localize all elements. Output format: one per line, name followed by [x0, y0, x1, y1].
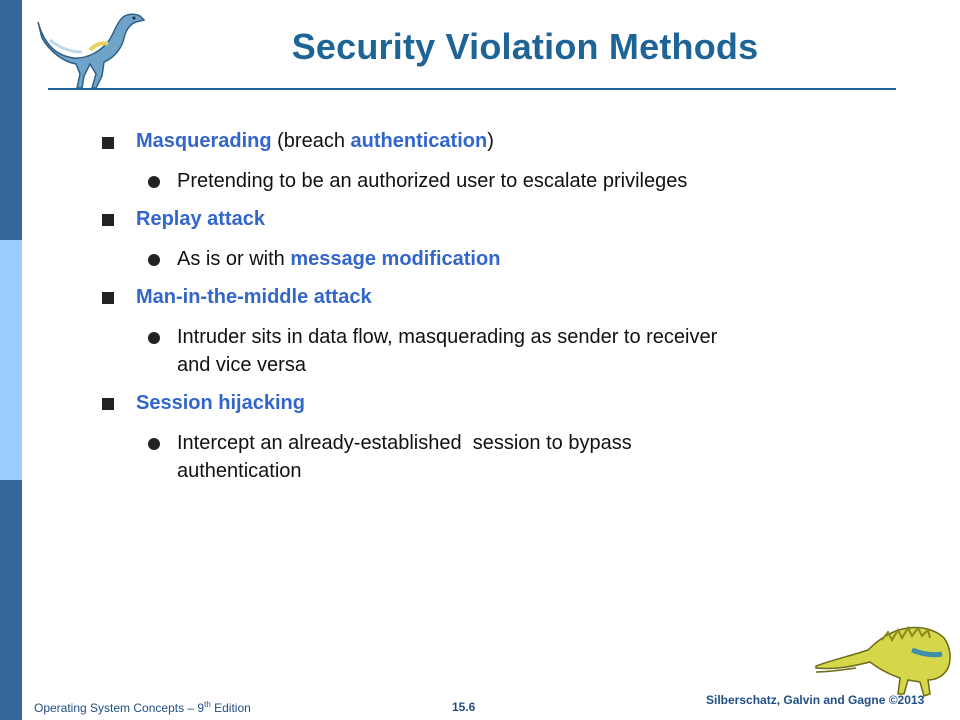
page-number: 15.6	[452, 700, 476, 714]
round-bullet-icon	[148, 254, 160, 266]
slide-title: Security Violation Methods	[291, 26, 759, 67]
term-authentication: authentication	[350, 130, 488, 152]
dinosaur-logo-bottom	[812, 610, 960, 702]
sub-bullet-mitm-line2: and vice versa	[177, 354, 306, 376]
text-as-is: As is or with	[177, 248, 291, 270]
round-bullet-icon	[148, 332, 160, 344]
footer-book: Operating System Concepts – 9	[34, 701, 205, 715]
sub-bullet-masquerading: Pretending to be an authorized user to escalate privileges	[177, 170, 688, 192]
sub-bullet-replay	[177, 246, 500, 273]
text-close-paren: )	[487, 130, 494, 152]
square-bullet-icon	[102, 137, 114, 149]
sub-bullet-mitm-line1: Intruder sits in data flow, masquerading as sender to receiver	[177, 326, 718, 348]
sub-bullet-hijacking-line1: Intercept an already-established session to bypass	[177, 432, 632, 454]
square-bullet-icon	[102, 214, 114, 226]
bullet-session-hijacking: Session hijacking	[136, 392, 305, 414]
footer-book-title	[34, 700, 251, 715]
term-message-modification: message modification	[290, 248, 501, 270]
round-bullet-icon	[148, 176, 160, 188]
footer-edition-sup: th	[204, 700, 211, 709]
bullet-man-in-the-middle: Man-in-the-middle attack	[136, 286, 372, 308]
square-bullet-icon	[102, 292, 114, 304]
sub-bullet-hijacking-line2: authentication	[177, 460, 302, 482]
bullet-replay-attack: Replay attack	[136, 208, 265, 230]
round-bullet-icon	[148, 438, 160, 450]
term-masquerading: Masquerading	[136, 130, 272, 152]
footer-copyright: Silberschatz, Galvin and Gagne ©2013	[706, 693, 925, 707]
text-breach: (breach	[271, 130, 351, 152]
bullet-masquerading	[136, 128, 494, 155]
square-bullet-icon	[102, 398, 114, 410]
footer-edition: Edition	[210, 701, 251, 715]
